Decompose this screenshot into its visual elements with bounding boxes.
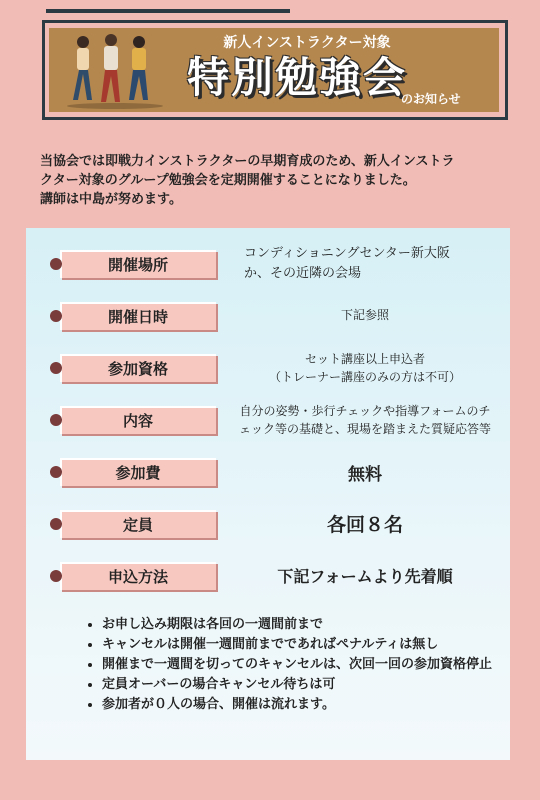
- intro-line: 当協会では即戦力インストラクターの早期育成のため、新人インストラ: [40, 154, 455, 169]
- content-label: 内容: [122, 412, 153, 430]
- bullet-dot: [50, 362, 62, 374]
- detail-row-venue: [26, 242, 510, 286]
- notes-list: [84, 615, 522, 715]
- list-item: • 開催まで一週間を切ってのキャンセルは、次回一回の参加資格停止: [102, 655, 522, 674]
- fee-label: 参加費: [115, 464, 161, 482]
- details-card: [26, 228, 510, 760]
- banner-subtitle: 新人インストラクター対象: [223, 35, 391, 51]
- label-pill: [60, 510, 216, 538]
- content-value-line: 自分の姿勢・歩行チェックや指導フォームのチ: [239, 404, 491, 418]
- date-value: 下記参照: [340, 308, 389, 322]
- venue-value-line: コンディショニングセンター新大阪: [244, 246, 450, 261]
- label-pill: [60, 302, 216, 330]
- person-1: [73, 36, 92, 100]
- apply-label: 申込方法: [107, 568, 168, 586]
- detail-row-capacity: [26, 502, 510, 546]
- label-pill: [60, 406, 216, 434]
- header-banner: [49, 28, 499, 112]
- detail-row-apply: [26, 554, 510, 598]
- bullet-dot: [50, 310, 62, 322]
- bullet-dot: [50, 518, 62, 530]
- eligibility-value: [222, 350, 508, 386]
- detail-row-date: [26, 294, 510, 338]
- eligibility-value-line: （トレーナー講座のみの方は不可）: [268, 370, 461, 384]
- label-pill: [60, 354, 216, 382]
- apply-value: 下記フォームより先着順: [277, 567, 453, 586]
- venue-label: 開催場所: [107, 256, 168, 274]
- label-pill: [60, 562, 216, 590]
- list-item: • お申し込み期限は各回の一週間前まで: [102, 615, 522, 634]
- person-3: [129, 36, 148, 100]
- intro-line: 講師は中島が努めます。: [40, 192, 182, 207]
- detail-row-eligibility: [26, 346, 510, 390]
- bullet-dot: [50, 570, 62, 582]
- bullet-dot: [50, 414, 62, 426]
- list-item: • 参加者が０人の場合、開催は流れます。: [102, 695, 522, 714]
- detail-row-fee: [26, 450, 510, 494]
- venue-value: [244, 244, 504, 284]
- label-pill: [60, 250, 216, 278]
- top-decor-line: [46, 9, 290, 13]
- intro-line: クター対象のグループ勉強会を定期開催することになりました。: [40, 173, 416, 188]
- eligibility-label: 参加資格: [107, 360, 168, 378]
- label-pill: [60, 458, 216, 486]
- venue-value-line: か、その近隣の会場: [244, 266, 362, 281]
- eligibility-value-line: セット講座以上申込者: [304, 352, 425, 366]
- list-item: • 定員オーバーの場合キャンセル待ちは可: [102, 675, 522, 694]
- bullet-dot: [50, 466, 62, 478]
- capacity-value: 各回８名: [326, 514, 403, 536]
- date-label: 開催日時: [107, 308, 168, 326]
- content-value: [222, 402, 508, 438]
- list-item: • キャンセルは開催一週間前までであればペナルティは無し: [102, 635, 522, 654]
- intro-paragraph: [40, 152, 510, 209]
- detail-row-content: [26, 398, 510, 442]
- banner-suffix: のお知らせ: [401, 92, 461, 106]
- bullet-dot: [50, 258, 62, 270]
- fee-value: 無料: [348, 465, 382, 485]
- banner-title: 特別勉強会: [186, 53, 407, 102]
- content-value-line: ェック等の基礎と、現場を踏まえた質疑応答等: [238, 422, 491, 436]
- capacity-label: 定員: [122, 516, 153, 534]
- person-2: [101, 34, 120, 102]
